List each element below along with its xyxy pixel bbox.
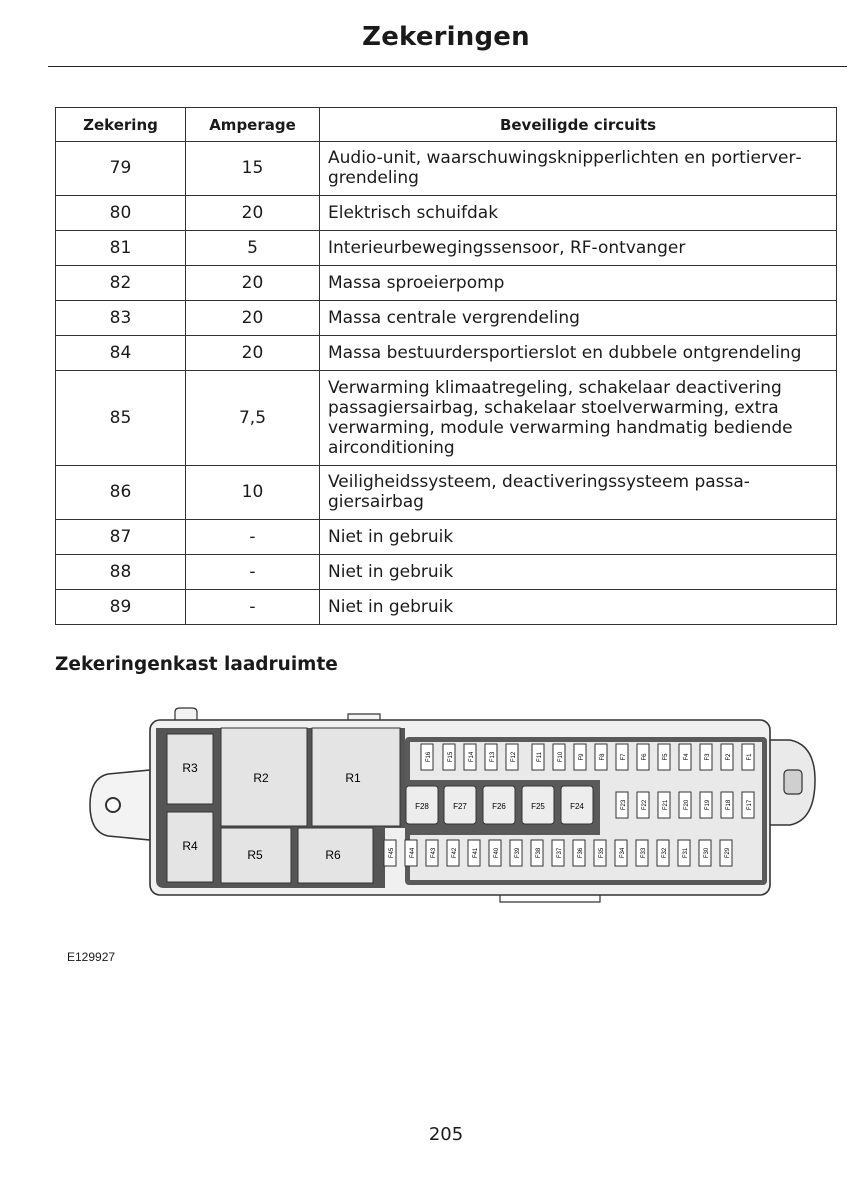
fuse-label: F16 bbox=[426, 751, 432, 763]
fuse-label: F7 bbox=[621, 753, 627, 761]
fuse-label: F19 bbox=[705, 799, 711, 811]
fuse-number: 80 bbox=[56, 196, 186, 231]
bottom-clip bbox=[500, 895, 600, 902]
fuse-circuit: Audio-unit, waarschuwingsknipperlichten en portiervergrendeling bbox=[320, 142, 837, 196]
fuse bbox=[573, 840, 585, 866]
relay-label: R4 bbox=[182, 839, 198, 853]
relay-label: R5 bbox=[247, 848, 263, 862]
fuse-row-bottom bbox=[384, 840, 732, 866]
fuse bbox=[510, 840, 522, 866]
fuse-amperage: 20 bbox=[186, 301, 320, 336]
fuse-label: F32 bbox=[662, 847, 668, 859]
fuse-label: F15 bbox=[448, 751, 454, 763]
fuse-amperage: - bbox=[186, 520, 320, 555]
fuse bbox=[384, 840, 396, 866]
fuse bbox=[615, 840, 627, 866]
fuse bbox=[531, 840, 543, 866]
fuse-number: 83 bbox=[56, 301, 186, 336]
fuse bbox=[574, 744, 586, 770]
table-row bbox=[56, 196, 837, 231]
fuse bbox=[616, 792, 628, 818]
fuse bbox=[637, 792, 649, 818]
column-header-circuits: Beveiligde circuits bbox=[320, 108, 837, 142]
fuse-label: F22 bbox=[642, 799, 648, 811]
fuse-amperage: 5 bbox=[186, 231, 320, 266]
fuse-circuit: Massa centrale vergrendeling bbox=[320, 301, 837, 336]
fuse-label: F35 bbox=[599, 847, 605, 859]
fuse-number: 86 bbox=[56, 466, 186, 520]
fuse bbox=[616, 744, 628, 770]
fuse bbox=[720, 840, 732, 866]
table-header-row bbox=[56, 108, 837, 142]
relay-r1 bbox=[312, 728, 400, 826]
fuse-label: F6 bbox=[642, 753, 648, 761]
fuse-label: F5 bbox=[663, 753, 669, 761]
fuse bbox=[532, 744, 544, 770]
fuse bbox=[637, 744, 649, 770]
fuse-amperage: 20 bbox=[186, 266, 320, 301]
fuse-amperage: 20 bbox=[186, 196, 320, 231]
mounting-hole bbox=[106, 798, 120, 812]
fuse bbox=[405, 840, 417, 866]
fuse-label: F39 bbox=[515, 847, 521, 859]
figure-code: E129927 bbox=[67, 950, 116, 964]
fuse bbox=[594, 840, 606, 866]
relay-label: R6 bbox=[325, 848, 341, 862]
fuse-circuit: Niet in gebruik bbox=[320, 555, 837, 590]
fuse-label: F34 bbox=[620, 847, 626, 859]
fuse bbox=[699, 840, 711, 866]
table-row bbox=[56, 520, 837, 555]
fuse-label: F33 bbox=[641, 847, 647, 859]
fuse-number: 81 bbox=[56, 231, 186, 266]
fuse-label: F27 bbox=[453, 802, 467, 811]
fuse-circuit: Massa bestuurdersportierslot en dubbele ontgrendeling bbox=[320, 336, 837, 371]
fuse-label: F8 bbox=[600, 753, 606, 761]
fuse-label: F28 bbox=[415, 802, 429, 811]
fuse-label: F29 bbox=[725, 847, 731, 859]
fuse-number: 89 bbox=[56, 590, 186, 625]
page-number: 205 bbox=[428, 1124, 464, 1145]
column-header-amperage: Amperage bbox=[186, 108, 320, 142]
fuse-label: F3 bbox=[705, 753, 711, 761]
fuse-label: F10 bbox=[558, 751, 564, 763]
maxi-fuse bbox=[522, 786, 554, 824]
fuse bbox=[700, 744, 712, 770]
fuse-label: F25 bbox=[531, 802, 545, 811]
fuse bbox=[679, 792, 691, 818]
fuse-label: F2 bbox=[726, 753, 732, 761]
maxi-fuse bbox=[406, 786, 438, 824]
fuse bbox=[485, 744, 497, 770]
fuse-label: F11 bbox=[537, 752, 543, 762]
fuse-label: F17 bbox=[747, 799, 753, 811]
fuse bbox=[426, 840, 438, 866]
page-title: Zekeringen bbox=[362, 22, 530, 52]
fuse-circuit: Interieurbewegingssensoor, RF-ontvanger bbox=[320, 231, 837, 266]
table-row bbox=[56, 590, 837, 625]
fuse-table bbox=[55, 107, 837, 625]
fuse bbox=[721, 792, 733, 818]
fuse bbox=[657, 840, 669, 866]
fuse-label: F24 bbox=[570, 802, 584, 811]
fuse-number: 85 bbox=[56, 371, 186, 466]
fuse-circuit: Elektrisch schuifdak bbox=[320, 196, 837, 231]
table-row bbox=[56, 336, 837, 371]
maxi-fuse bbox=[561, 786, 593, 824]
table-row bbox=[56, 301, 837, 336]
table-row bbox=[56, 266, 837, 301]
relay-label: R2 bbox=[253, 771, 269, 785]
relay-label: R3 bbox=[182, 761, 198, 775]
fuse-circuit: Veiligheidssysteem, deactiveringssysteem passagiersairbag bbox=[320, 466, 837, 520]
fuse-amperage: - bbox=[186, 590, 320, 625]
fuse-number: 79 bbox=[56, 142, 186, 196]
fuse bbox=[447, 840, 459, 866]
fuse-number: 82 bbox=[56, 266, 186, 301]
fuse-label: F43 bbox=[431, 847, 437, 859]
fuse-label: F21 bbox=[663, 799, 669, 811]
relay-r2 bbox=[221, 728, 307, 826]
fuse bbox=[468, 840, 480, 866]
fuse bbox=[506, 744, 518, 770]
fuse bbox=[464, 744, 476, 770]
fuse bbox=[658, 792, 670, 818]
fuse-label: F40 bbox=[494, 847, 500, 859]
relay-label: R1 bbox=[345, 771, 361, 785]
title-divider bbox=[48, 66, 847, 67]
fuse-label: F1 bbox=[747, 753, 753, 761]
fuse bbox=[700, 792, 712, 818]
fuse-label: F26 bbox=[492, 802, 506, 811]
fuse-label: F36 bbox=[578, 847, 584, 859]
fuse-label: F20 bbox=[684, 799, 690, 811]
fuse bbox=[552, 840, 564, 866]
fuse-amperage: 10 bbox=[186, 466, 320, 520]
fuse-label: F14 bbox=[469, 751, 475, 763]
fuse-amperage: 20 bbox=[186, 336, 320, 371]
fuse-label: F41 bbox=[473, 847, 479, 859]
fuse-amperage: - bbox=[186, 555, 320, 590]
fuse-label: F4 bbox=[684, 753, 690, 761]
fuse bbox=[742, 792, 754, 818]
fuse bbox=[678, 840, 690, 866]
fuse bbox=[553, 744, 565, 770]
fuse bbox=[636, 840, 648, 866]
fuse bbox=[489, 840, 501, 866]
relay-r5 bbox=[221, 828, 291, 883]
fuse bbox=[742, 744, 754, 770]
fuse-number: 84 bbox=[56, 336, 186, 371]
fuse-amperage: 15 bbox=[186, 142, 320, 196]
relay-r4 bbox=[167, 812, 213, 882]
fuse-circuit: Massa sproeierpomp bbox=[320, 266, 837, 301]
maxi-fuse bbox=[444, 786, 476, 824]
fuse-label: F13 bbox=[490, 751, 496, 763]
fuse-label: F30 bbox=[704, 847, 710, 859]
relay-r6 bbox=[298, 828, 373, 883]
fuse-circuit: Verwarming klimaatregeling, schakelaar deactivering passagiersairbag, schakelaar stoelverwarming, extra verwarming, module verwarming handmatig bediende airconditioning bbox=[320, 371, 837, 466]
fuse-label: F37 bbox=[557, 847, 563, 859]
fuse-number: 87 bbox=[56, 520, 186, 555]
fuse bbox=[595, 744, 607, 770]
fuse-label: F38 bbox=[536, 847, 542, 859]
table-row bbox=[56, 466, 837, 520]
fuse-label: F18 bbox=[726, 799, 732, 811]
fuse bbox=[679, 744, 691, 770]
maxi-fuse bbox=[483, 786, 515, 824]
fuse-label: F45 bbox=[389, 847, 395, 859]
column-header-fuse: Zekering bbox=[56, 108, 186, 142]
fuse-row-maxi bbox=[406, 786, 593, 824]
fuse-amperage: 7,5 bbox=[186, 371, 320, 466]
table-row bbox=[56, 142, 837, 196]
fuse-circuit: Niet in gebruik bbox=[320, 520, 837, 555]
fuse bbox=[443, 744, 455, 770]
fuse bbox=[658, 744, 670, 770]
table-row bbox=[56, 555, 837, 590]
table-row bbox=[56, 371, 837, 466]
fuse-label: F23 bbox=[621, 799, 627, 811]
fuse bbox=[421, 744, 433, 770]
fuse bbox=[721, 744, 733, 770]
section-heading: Zekeringenkast laadruimte bbox=[55, 654, 338, 675]
fuse-label: F42 bbox=[452, 847, 458, 859]
fuse-row-middle bbox=[616, 792, 754, 818]
fuse-label: F31 bbox=[683, 847, 689, 859]
table-row bbox=[56, 231, 837, 266]
fuse-number: 88 bbox=[56, 555, 186, 590]
relay-r3 bbox=[167, 734, 213, 804]
fuse-label: F9 bbox=[579, 753, 585, 761]
fuse-label: F44 bbox=[410, 847, 416, 859]
fuse-box-diagram bbox=[80, 700, 830, 915]
fuse-circuit: Niet in gebruik bbox=[320, 590, 837, 625]
fuse-label: F12 bbox=[511, 751, 517, 763]
connector-slot bbox=[784, 770, 802, 794]
